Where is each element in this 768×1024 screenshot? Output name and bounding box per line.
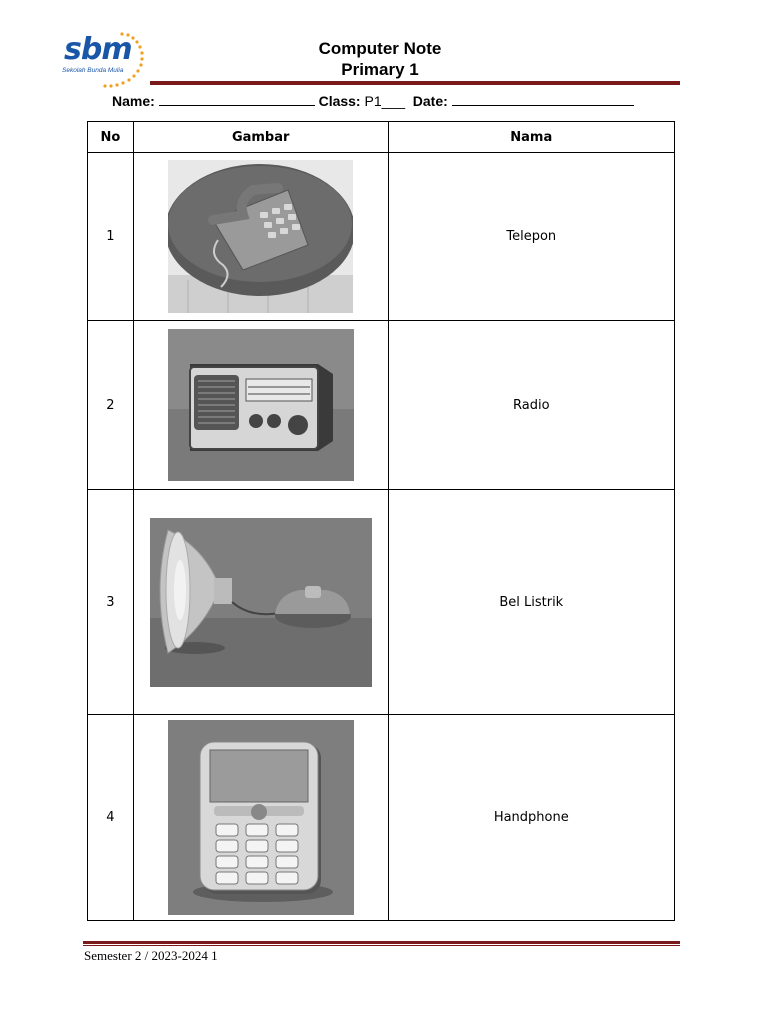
student-info-line — [112, 93, 634, 109]
date-blank[interactable] — [452, 93, 634, 106]
row-number: 4 — [88, 715, 134, 921]
column-header-gambar: Gambar — [133, 122, 388, 153]
header-divider — [150, 81, 680, 85]
logo-text: sbm — [64, 32, 132, 67]
footer-text: Semester 2 / 2023-2024 1 — [84, 948, 218, 963]
notes-table — [87, 121, 675, 921]
telephone-image — [168, 160, 353, 313]
document-title: Computer Note — [318, 39, 442, 58]
document-subtitle: Primary 1 — [341, 60, 419, 79]
item-name: Telepon — [388, 153, 674, 321]
column-header-nama: Nama — [388, 122, 674, 153]
footer-divider — [83, 941, 680, 944]
class-value: P1___ — [364, 93, 405, 109]
item-name: Handphone — [388, 715, 674, 921]
class-label: Class: — [318, 93, 361, 109]
footer-divider-thin — [83, 945, 680, 946]
school-logo — [60, 30, 150, 88]
logo-subtitle: Sekolah Bunda Mulia — [62, 67, 124, 74]
name-blank[interactable] — [159, 93, 315, 106]
row-number: 1 — [88, 153, 134, 321]
row-number: 2 — [88, 321, 134, 490]
radio-image — [168, 329, 354, 481]
table-row — [88, 715, 675, 921]
column-header-no: No — [88, 122, 134, 153]
electric-bell-image — [150, 518, 372, 687]
table-row — [88, 153, 675, 321]
item-name: Bel Listrik — [388, 490, 674, 715]
table-row — [88, 321, 675, 490]
table-header-row — [88, 122, 675, 153]
name-label: Name: — [112, 93, 155, 109]
date-label: Date: — [412, 93, 448, 109]
table-row — [88, 490, 675, 715]
item-name: Radio — [388, 321, 674, 490]
row-number: 3 — [88, 490, 134, 715]
handphone-image — [168, 720, 354, 915]
